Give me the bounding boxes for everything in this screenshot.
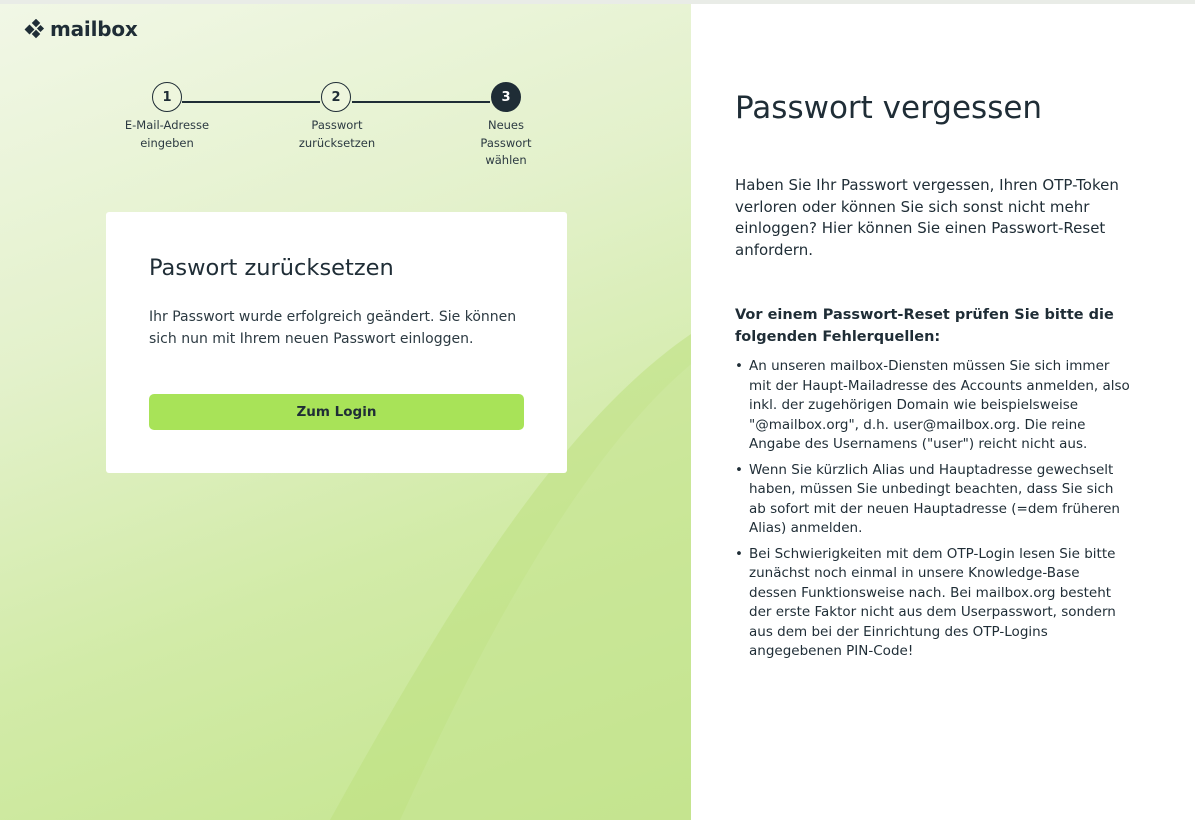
success-message: Ihr Passwort wurde erfolgreich geändert. Sie können sich nun mit Ihrem neuen Passwort einloggen. [149,309,517,347]
reset-card [106,212,567,473]
page-title: Passwort vergessen [735,90,1043,126]
brand-name: mailbox [50,17,138,41]
step-3-label: Neues Passwort wählen [480,118,532,167]
card-title: Paswort zurücksetzen [149,255,394,281]
intro-text: Haben Sie Ihr Passwort vergessen, Ihren OTP-Token verloren oder können Sie sich sonst nicht mehr einloggen? Hier können Sie einen Passwort-Reset anfordern. [735,176,1119,259]
checklist-heading: Vor einem Passwort-Reset prüfen Sie bitte die folgenden Fehlerquellen: [735,307,1114,345]
step-1-label: E-Mail-Adresse eingeben [124,118,210,150]
list-item: • An unseren mailbox-Diensten müssen Sie sich immer mit der Haupt-Mailadresse des Accounts anmelden, also inkl. der zugehörigen Domain wie beispielsweise "@mailbox.org", d.h. user@mailbox.org. Die reine Angabe des Usernamens ("user") reicht nicht aus. [735,357,1130,455]
list-item: • Wenn Sie kürzlich Alias und Hauptadresse gewechselt haben, müssen Sie unbedingt beachten, dass Sie sich ab sofort mit der neuen Hauptadresse (=dem früheren Alias) anmelden. [735,461,1130,539]
step-2-label: Passwort zurücksetzen [298,118,376,150]
left-panel [0,4,691,820]
progress-stepper [0,4,691,184]
step-connector [182,101,320,103]
login-button[interactable]: Zum Login [149,394,524,430]
error-source-list [735,357,1130,668]
step-1-circle: 1 [152,82,182,112]
step-3-circle: 3 [491,82,521,112]
step-2-circle: 2 [321,82,351,112]
list-item: • Bei Schwierigkeiten mit dem OTP-Login lesen Sie bitte zunächst noch einmal in unsere Knowledge-Base dessen Funktionsweise nach. Bei mailbox.org besteht der erste Faktor nicht aus dem Userpasswort, sondern aus dem bei der Einrichtung des OTP-Logins angegebenen PIN-Code! [735,545,1130,662]
step-connector [352,101,490,103]
